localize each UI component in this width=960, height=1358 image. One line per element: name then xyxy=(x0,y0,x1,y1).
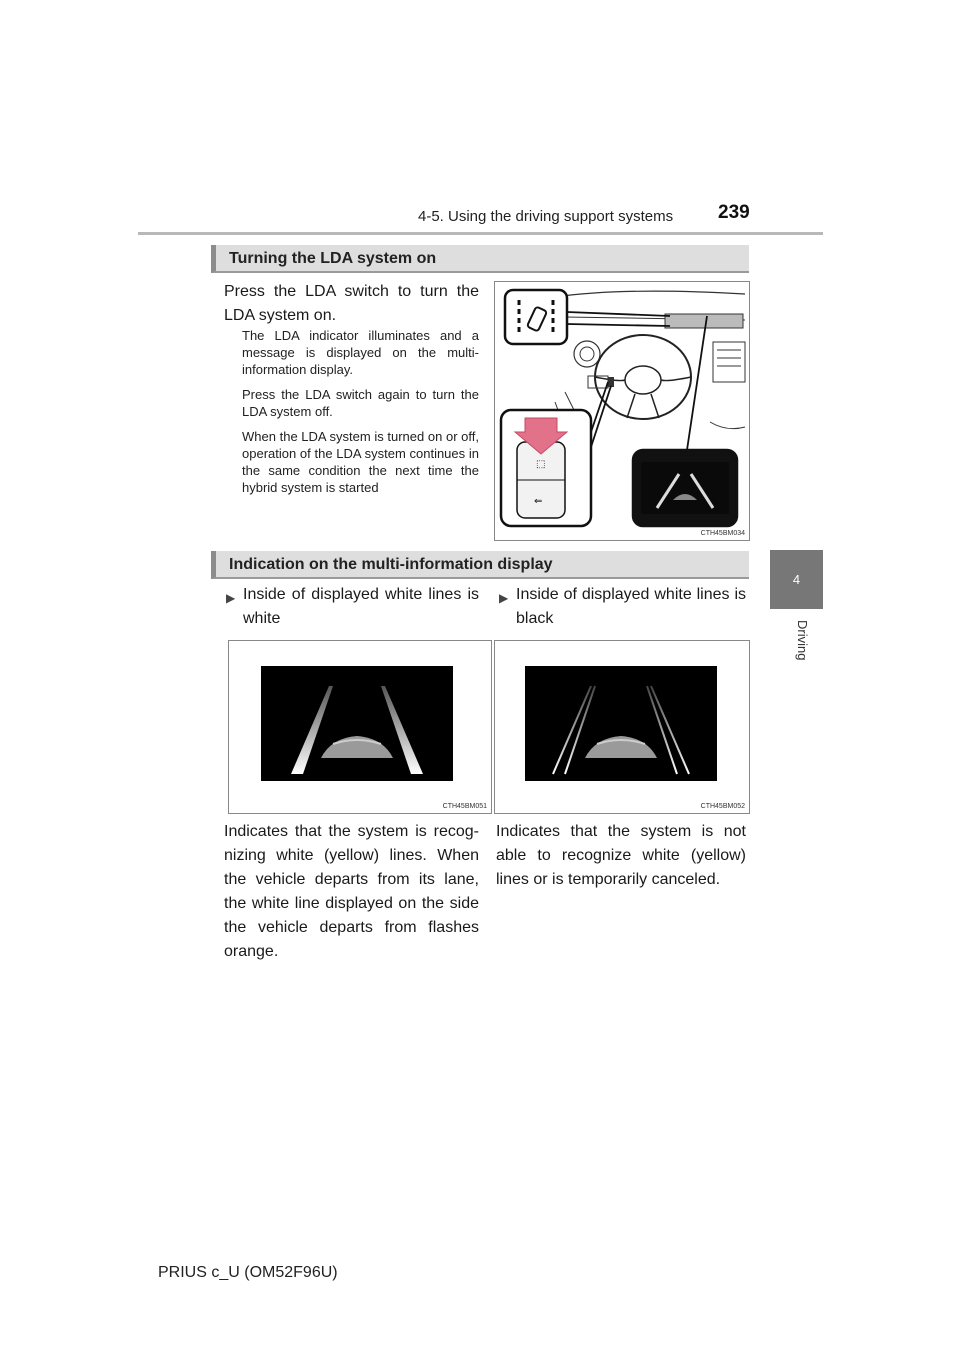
footer-model: PRIUS c_U (OM52F96U) xyxy=(158,1264,338,1281)
bullet-right: Inside of displayed white lines is black xyxy=(516,586,746,627)
bullet-left: Inside of displayed white lines is white xyxy=(243,586,479,627)
figure-code: CTH45BM034 xyxy=(700,530,745,537)
note-1: The LDA indicator illuminates and a message is displayed on the multi-information display. xyxy=(242,328,479,377)
bullet-arrow-icon: ▶ xyxy=(226,591,236,605)
note-2: Press the LDA switch again to turn the LDA system off. xyxy=(242,387,479,419)
display-black-inside-figure xyxy=(494,640,750,814)
description-right: Indicates that the system is not able to recognize white (yellow) lines or is temporarily canceled. xyxy=(496,823,746,888)
bullet-arrow-icon: ▶ xyxy=(499,591,509,605)
svg-text:⇐: ⇐ xyxy=(534,496,543,507)
description-left: Indicates that the system is recog-nizing white (yellow) lines. When the vehicle departs from its lane, the white line displayed on the side the vehicle departs from flashes orange. xyxy=(224,823,479,960)
header-divider xyxy=(138,232,823,235)
section-heading-lda-on xyxy=(211,245,749,273)
page-number: 239 xyxy=(718,202,750,223)
section-heading-text: Turning the LDA system on xyxy=(229,250,437,267)
note-3: When the LDA system is turned on or off, operation of the LDA system continues in the same condition the next time the hybrid system is started xyxy=(242,429,479,495)
dashboard-illustration xyxy=(494,281,750,541)
display-screen xyxy=(525,666,717,781)
section-heading-text: Indication on the multi-information display xyxy=(229,556,553,573)
dashboard-drawing xyxy=(495,282,749,540)
section-heading-indication xyxy=(211,551,749,579)
lane-lines-white xyxy=(261,666,453,781)
chapter-label: Driving xyxy=(795,620,810,661)
display-screen xyxy=(261,666,453,781)
chapter-tab: 4 xyxy=(770,550,823,609)
instruction-text: Press the LDA switch to turn the LDA system on. xyxy=(224,283,479,324)
lane-lines-outlined xyxy=(525,666,717,781)
svg-text:⬚: ⬚ xyxy=(536,459,546,470)
display-white-inside-figure xyxy=(228,640,492,814)
figure-code: CTH45BM052 xyxy=(700,803,745,810)
section-title: 4-5. Using the driving support systems xyxy=(418,208,674,225)
figure-code: CTH45BM051 xyxy=(442,803,487,810)
